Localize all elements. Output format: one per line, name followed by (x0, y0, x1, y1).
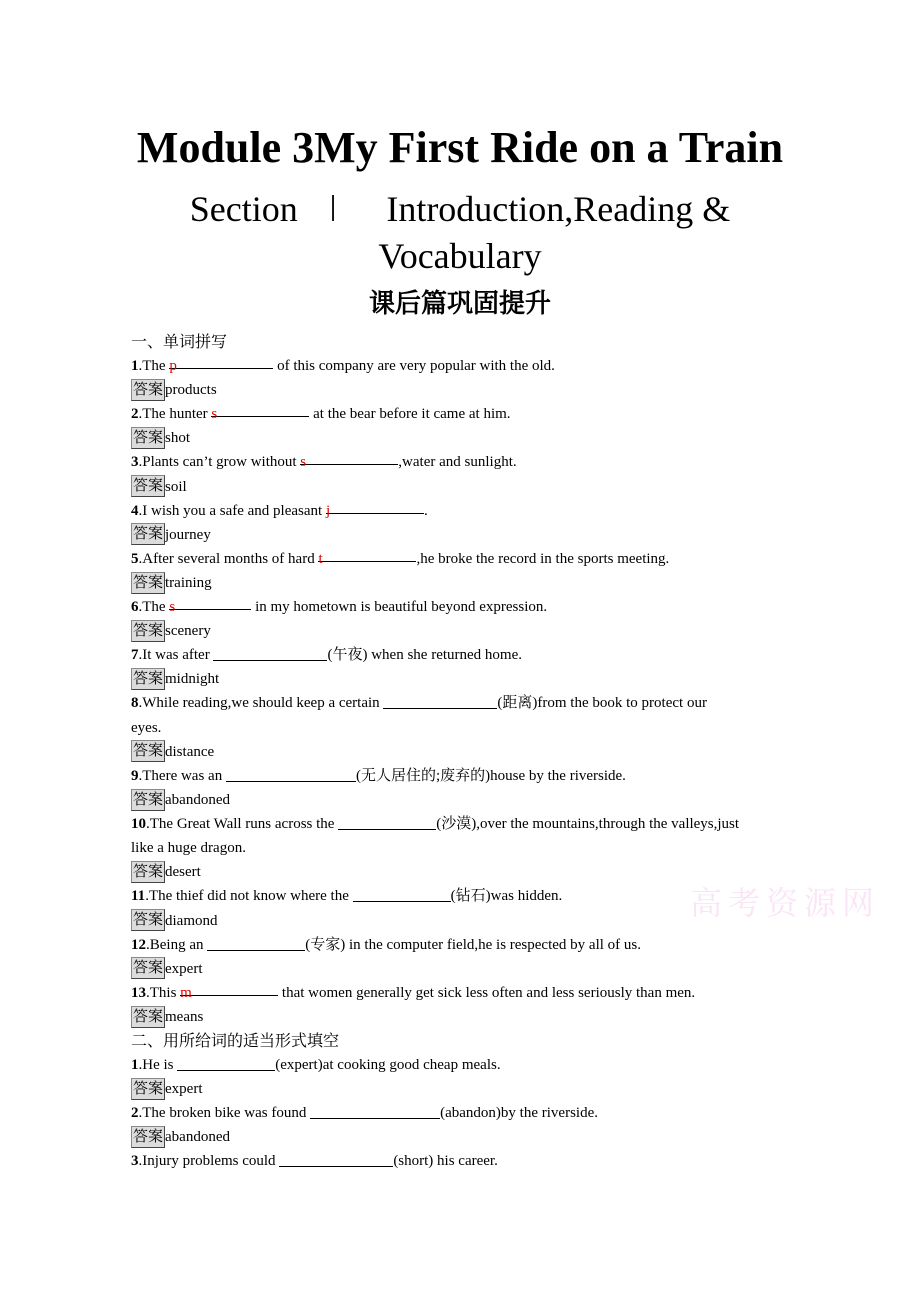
question-number: 1 (131, 358, 139, 374)
answer-badge[interactable]: 答案 (131, 1006, 165, 1028)
answer-text: abandoned (165, 1129, 230, 1146)
practice-heading: 课后篇巩固提升 (368, 289, 551, 319)
question-number: 8 (131, 695, 139, 712)
question-number: 3 (131, 1153, 139, 1170)
question-item (131, 499, 791, 523)
first-letter-hint: m (180, 984, 192, 1001)
answer-badge[interactable]: 答案 (131, 957, 165, 979)
question-item (131, 764, 791, 788)
answer-row (131, 571, 791, 595)
section-heading: 一、单词拼写 (131, 332, 228, 351)
question-text-before: .The hunter (138, 406, 212, 423)
question-item (131, 354, 791, 378)
question-text-before: .There was an (138, 767, 226, 784)
answer-row (131, 788, 791, 812)
question-item (131, 933, 791, 957)
question-item (131, 884, 791, 908)
answer-blank (169, 354, 273, 374)
question-item (131, 981, 791, 1005)
question-text-before: .I wish you a safe and pleasant (138, 502, 326, 519)
answer-text: desert (165, 864, 201, 881)
answer-blank (310, 1104, 440, 1119)
section-name-line2: Vocabulary (378, 236, 542, 276)
question-text-after: that women generally get sick less often and less seriously than men. (278, 984, 696, 1001)
question-item (131, 595, 791, 619)
question-text-after: (abandon)by the riverside. (440, 1105, 598, 1122)
question-text-after: . (423, 502, 428, 519)
answer-text: soil (165, 478, 187, 495)
answer-row (131, 1125, 791, 1149)
question-number: 7 (131, 647, 139, 664)
question-number: 2 (131, 1105, 139, 1122)
first-letter-hint: j (325, 502, 331, 519)
question-number: 9 (131, 767, 139, 784)
answer-blank (207, 936, 305, 951)
question-number: 5 (131, 550, 139, 567)
answer-row (131, 475, 791, 499)
answer-badge[interactable]: 答案 (131, 789, 165, 811)
question-text-after: at the bear before it came at him. (309, 406, 511, 423)
answer-row (131, 909, 791, 933)
question-item (131, 643, 791, 667)
section-name-line1: Introduction,Reading & (386, 189, 731, 229)
answer-text: scenery (165, 623, 211, 640)
question-text-before: .The thief did not know where the (145, 888, 353, 905)
question-number: 2 (131, 406, 139, 423)
answer-text: products (165, 382, 217, 399)
question-text-after: in my hometown is beautiful beyond expression. (251, 599, 548, 616)
question-text-before: .He is (138, 1057, 178, 1074)
answer-blank (180, 981, 278, 1001)
answer-text: means (165, 1009, 204, 1026)
question-number: 1 (131, 1057, 139, 1074)
question-item (131, 402, 791, 426)
exercise-content (131, 330, 791, 1174)
answer-badge[interactable]: 答案 (131, 1078, 165, 1100)
answer-blank (300, 450, 398, 471)
first-letter-hint: s (169, 599, 176, 616)
answer-blank (353, 887, 451, 902)
question-text-before: .This (146, 984, 181, 1001)
first-letter-hint: s (211, 406, 218, 423)
question-number: 10 (131, 816, 146, 833)
answer-blank (213, 646, 327, 661)
question-text-after: (午夜) when she returned home. (327, 647, 522, 664)
question-text-after: ,water and sunlight. (398, 454, 517, 471)
first-letter-hint: t (318, 550, 323, 567)
answer-badge[interactable]: 答案 (131, 475, 165, 497)
answer-blank (211, 402, 309, 423)
question-text-after: of this company are very popular with the old. (273, 358, 555, 374)
answer-text: distance (165, 743, 215, 760)
answer-blank (279, 1152, 393, 1167)
section-label: Section (189, 189, 298, 229)
answer-blank (325, 499, 424, 519)
answer-row (131, 1077, 791, 1101)
question-item (131, 1053, 791, 1077)
answer-text: shot (165, 430, 191, 447)
question-text-before: .The Great Wall runs across the (146, 816, 339, 833)
question-text-before: .The (138, 358, 170, 374)
answer-badge[interactable]: 答案 (131, 909, 165, 931)
question-text-before: .The (138, 599, 170, 616)
answer-blank (226, 767, 356, 782)
answer-row (131, 523, 791, 547)
answer-row (131, 426, 791, 450)
question-text-after: (钻石)was hidden. (450, 888, 563, 905)
question-text-before: .Plants can’t grow without (138, 454, 301, 471)
question-number: 3 (131, 454, 139, 471)
answer-row (131, 378, 791, 402)
section-heading: 二、用所给词的适当形式填空 (131, 1031, 340, 1051)
answer-blank (338, 815, 436, 830)
question-text-after: (距离)from the book to protect our (497, 695, 707, 712)
question-text-before: .It was after (138, 647, 214, 664)
watermark: 高考资源网 (690, 884, 881, 922)
answer-blank (177, 1056, 275, 1071)
question-item (131, 1149, 791, 1173)
question-text-before: .While reading,we should keep a certain (138, 695, 384, 712)
first-letter-hint: p (169, 358, 177, 374)
question-item (131, 1101, 791, 1125)
question-number: 13 (131, 984, 146, 1001)
answer-badge[interactable]: 答案 (131, 861, 165, 883)
answer-badge[interactable]: 答案 (131, 668, 165, 690)
answer-blank (169, 595, 251, 616)
question-text-after: ,he broke the record in the sports meeting. (416, 550, 670, 567)
answer-row (131, 860, 791, 884)
answer-row (131, 1005, 791, 1029)
question-text-before: .The broken bike was found (138, 1105, 311, 1122)
answer-badge[interactable]: 答案 (131, 523, 165, 545)
answer-badge[interactable]: 答案 (131, 427, 165, 449)
question-number: 11 (131, 888, 146, 905)
question-text-before: .Injury problems could (138, 1153, 280, 1170)
answer-text: midnight (165, 671, 220, 688)
section-numeral: Ⅰ (327, 189, 339, 230)
answer-text: journey (165, 526, 211, 543)
question-text-after: (short) his career. (393, 1153, 498, 1170)
question-item (131, 812, 791, 836)
question-item (131, 691, 791, 715)
question-item (131, 450, 791, 474)
first-letter-hint: s (300, 454, 307, 471)
question-item (131, 547, 791, 571)
answer-text: abandoned (165, 792, 230, 809)
question-number: 4 (131, 502, 139, 519)
answer-row (131, 667, 791, 691)
section-subtitle (0, 186, 920, 280)
question-number: 6 (131, 599, 139, 616)
question-continuation: eyes. (131, 719, 162, 736)
answer-badge[interactable]: 答案 (131, 1126, 165, 1148)
answer-text: expert (165, 960, 203, 977)
answer-badge[interactable]: 答案 (131, 572, 165, 594)
answer-badge[interactable]: 答案 (131, 379, 165, 401)
answer-text: training (165, 575, 212, 592)
answer-badge[interactable]: 答案 (131, 620, 165, 642)
answer-blank (318, 547, 416, 567)
question-text-after: (无人居住的;废弃的)house by the riverside. (355, 767, 626, 784)
question-number: 12 (131, 936, 146, 953)
answer-text: diamond (165, 912, 218, 929)
answer-blank (383, 694, 497, 709)
question-text-after: (专家) in the computer field,he is respected by all of us. (305, 936, 641, 953)
question-text-before: .Being an (146, 936, 208, 953)
question-text-after: (沙漠),over the mountains,through the valleys,just (436, 816, 740, 833)
answer-row (131, 957, 791, 981)
question-continuation: like a huge dragon. (131, 840, 246, 857)
question-text-before: .After several months of hard (138, 550, 319, 567)
answer-badge[interactable]: 答案 (131, 740, 165, 762)
page-title: Module 3My First Ride on a Train (136, 123, 784, 172)
answer-text: expert (165, 1081, 203, 1098)
question-text-after: (expert)at cooking good cheap meals. (275, 1057, 501, 1074)
answer-row (131, 740, 791, 764)
answer-row (131, 619, 791, 643)
